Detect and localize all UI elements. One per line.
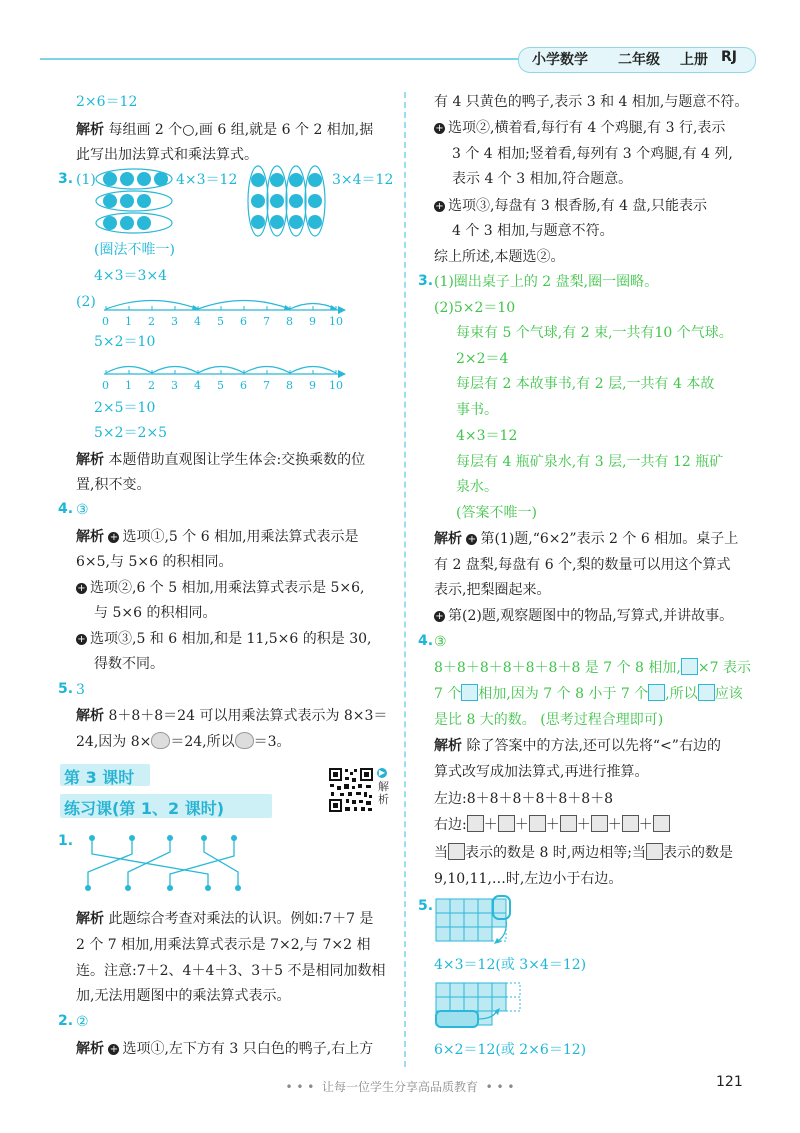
analysis-text: 表示的数是 [662,845,733,861]
answer-text: 7 个 [434,686,462,702]
tick-label: 5 [217,379,224,392]
question-number: 3. [418,273,434,289]
analysis-line: 表示,把梨圈起来。 [434,582,551,598]
plus-bullet-icon: + [435,123,444,134]
tick-label: 6 [240,379,247,392]
answer: 3 [76,682,85,698]
plus-bullet-icon: + [467,534,477,545]
analysis-line: 左边:8＋8＋8＋8＋8＋8＋8 [434,791,614,807]
blank-box [498,815,515,832]
header-subject: 小学数学 [532,52,588,68]
answer-line: 2×6＝12 [76,94,138,110]
plus-sign: ＋ [545,817,560,833]
analysis-text: 第(1)题,“6×2”表示 2 个 6 相加。桌子上 [480,531,739,547]
analysis-line: 此写出加法算式和乘法算式。 [76,147,258,163]
blank-box [461,684,478,701]
analysis-label: 解析 [434,531,462,547]
question-number: 4. [418,633,434,649]
analysis-line: 综上所述,本题选②。 [434,249,565,265]
circle-group-diagram-2 [244,164,330,240]
tick-label: 5 [217,315,224,328]
blank-box [622,815,639,832]
blank-box [681,658,698,675]
analysis-label: 解析 [76,911,104,927]
answer-text: 应该 [714,686,743,702]
analysis-text: 选项②,6 个 5 相加,用乘法算式表示是 5×6, [90,580,365,596]
analysis-line [76,629,372,649]
tick-label: 4 [194,315,201,328]
analysis-line [76,527,359,547]
plus-bullet-icon: + [435,611,444,622]
tick-label: 10 [329,379,343,392]
equation: 6×2＝12(或 2×6＝12) [434,1042,587,1058]
analysis-line [76,450,365,470]
footer-dots: • • • [285,1080,315,1094]
tick-label: 6 [240,315,247,328]
analysis-text: 选项③,每盘有 3 根香肠,有 4 盘,只能表示 [448,198,707,214]
header-grade: 二年级 [618,52,660,68]
analysis-line: 6×5,与 5×6 的积相同。 [76,554,233,570]
analysis-text: 每组画 2 个○,画 6 组,就是 6 个 2 相加,据 [108,122,374,138]
analysis-text: 表示的数是 8 时,两边相等;当 [465,845,646,861]
blank-box [560,815,577,832]
analysis-line: 有 2 盘梨,每盘有 6 个,梨的数量可以用这个算式 [434,557,731,573]
answer-line: 每束有 5 个气球,有 2 束,一共有10 个气球。 [456,325,733,341]
header-volume: 上册 [680,52,708,68]
analysis-line: 3 个 4 相加;竖着看,每列有 3 个鸡腿,有 4 列, [452,146,733,162]
analysis-line [76,909,373,929]
qr-code-icon[interactable] [328,767,374,813]
analysis-line: 4 个 3 相加,与题意不符。 [452,223,614,239]
answer-line: 是比 8 大的数。 (思考过程合理即可) [434,712,664,728]
blank-box [591,815,608,832]
answer-text: 8＋8＋8＋8＋8＋8＋8 是 7 个 8 相加, [434,660,681,676]
lesson-title: 第 3 课时 [64,768,135,787]
answer-line: 4×3＝12 [456,428,518,444]
note: (圈法不唯一) [94,242,175,258]
tick-label: 7 [263,315,270,328]
equation: 4×3＝12(或 3×4＝12) [434,957,587,973]
question-number: 1. [58,833,74,849]
equation: 4×3＝12 [176,172,238,188]
analysis-text: 第(2)题,观察题图中的物品,写算式,并讲故事。 [448,608,734,624]
analysis-label: 解析 [76,122,104,138]
plus-bullet-icon: + [109,532,119,543]
analysis-line: 得数不同。 [94,656,164,672]
footer-slogan [250,1078,550,1095]
plus-bullet-icon: + [77,634,86,645]
equation: 2×5＝10 [94,400,156,416]
analysis-line [76,120,373,140]
tick-label: 3 [171,315,178,328]
plus-sign: ＋ [576,817,591,833]
blank-box [648,684,665,701]
analysis-text: 8＋8＋8＝24 可以用乘法算式表示为 8×3＝ [108,708,388,724]
blank-box [698,684,715,701]
tick-label: 10 [329,315,343,328]
answer-line: 泉水。 [456,479,498,495]
analysis-text: 选项③,5 和 6 相加,和是 11,5×6 的积是 30, [90,631,372,647]
answer-text: ,所以 [665,686,698,702]
analysis-line [434,118,725,138]
blank-box [646,843,663,860]
page-number: 121 [716,1074,743,1090]
answer: ③ [76,502,89,518]
analysis-line [434,196,707,216]
play-icon: ▶ [378,768,386,777]
qr-label: 解析 [378,780,389,806]
analysis-line [434,736,721,756]
grid-diagram-2 [434,978,534,1038]
analysis-line: 连。注意:7＋2、4＋4＋3、3＋5 不是相同加数相 [76,963,386,979]
analysis-line [434,843,733,863]
plus-sign: ＋ [483,817,498,833]
analysis-line: 表示 4 个 3 相加,符合题意。 [452,171,633,187]
tick-label: 0 [102,315,109,328]
answer-line: (1)圈出桌子上的 2 盘梨,圈一圈略。 [434,274,659,290]
tick-label: 9 [309,379,316,392]
answer-line: (2)5×2＝10 [434,300,516,316]
analysis-line [434,606,733,626]
analysis-text: 选项①,5 个 6 相加,用乘法算式表示是 [122,529,359,545]
equation: 5×2＝10 [94,334,156,350]
analysis-line: 2 个 7 相加,用乘法算式表示是 7×2,与 7×2 相 [76,937,371,953]
answer-line: (答案不唯一) [456,505,537,521]
analysis-text: 当 [434,845,448,861]
answer-text: ×7 表示 [697,660,751,676]
part-label: (1) [76,172,96,188]
matching-diagram [70,830,250,896]
footer-dots: • • • [485,1080,515,1094]
analysis-text: 选项①,左下方有 3 只白色的鸭子,右上方 [122,1041,374,1057]
answer-line: 每层有 2 本故事书,有 2 层,一共有 4 本故 [456,376,715,392]
tick-label: 3 [171,379,178,392]
answer-line: 每层有 4 瓶矿泉水,有 3 层,一共有 12 瓶矿 [456,454,724,470]
answer-text: 相加,因为 7 个 8 小于 7 个 [478,686,649,702]
equation: 3×4＝12 [332,172,394,188]
answer-line: 事书。 [456,402,498,418]
analysis-text: 除了答案中的方法,还可以先将“<”右边的 [466,738,721,754]
analysis-line [76,1039,373,1059]
answer: ③ [434,634,447,650]
analysis-label: 解析 [434,738,462,754]
header-edition: RJ [721,49,737,65]
peach-icon [235,732,254,749]
answer-line [434,684,743,704]
plus-bullet-icon: + [77,583,86,594]
tick-label: 4 [194,379,201,392]
equation: 5×2＝2×5 [94,425,168,441]
analysis-line: 9,10,11,…时,左边小于右边。 [434,871,623,887]
equation: 4×3＝3×4 [94,268,168,284]
analysis-line [76,706,387,726]
footer-text: 让每一位学生分享高品质教育 [321,1080,478,1094]
blank-box [653,815,670,832]
analysis-line [76,578,365,598]
tick-label: 2 [148,315,155,328]
plus-bullet-icon: + [435,201,444,212]
tick-label: 8 [286,379,293,392]
answer-line [434,658,751,678]
circle-group-diagram-1 [94,164,174,240]
analysis-text: 24,因为 8× [76,734,152,750]
plus-sign: ＋ [514,817,529,833]
analysis-text: 本题借助直观图让学生体会:交换乘数的位 [108,452,366,468]
analysis-text: 此题综合考查对乘法的认识。例如:7＋7 是 [108,911,374,927]
analysis-label: 解析 [76,1041,104,1057]
part-label: (2) [76,294,96,310]
analysis-line: 与 5×6 的积相同。 [94,605,217,621]
analysis-line: 算式改写成加法算式,再进行推算。 [434,764,649,780]
peach-icon [151,732,170,749]
question-number: 4. [58,501,74,517]
tick-label: 9 [309,315,316,328]
analysis-line: 有 4 只黄色的鸭子,表示 3 和 4 相加,与题意不符。 [434,94,749,110]
analysis-text: 右边: [434,817,467,833]
answer-line: 2×2＝4 [456,351,509,367]
analysis-text: ＝24,所以 [170,734,235,750]
analysis-line [76,732,291,752]
question-number: 2. [58,1013,74,1029]
tick-label: 1 [125,315,132,328]
column-divider [404,92,406,1067]
tick-label: 2 [148,379,155,392]
answer: ② [76,1014,89,1030]
analysis-text: ＝3。 [253,734,291,750]
analysis-label: 解析 [76,529,104,545]
analysis-label: 解析 [76,708,104,724]
tick-label: 0 [102,379,109,392]
question-number: 5. [58,681,74,697]
tick-label: 1 [125,379,132,392]
blank-box [467,815,484,832]
lesson-subtitle: 练习课(第 1、2 课时) [64,799,225,818]
analysis-text: 选项②,横着看,每行有 4 个鸡腿,有 3 行,表示 [448,120,726,136]
plus-bullet-icon: + [109,1044,119,1055]
blank-box [529,815,546,832]
blank-box [448,843,465,860]
question-number: 3. [58,171,74,187]
plus-sign: ＋ [607,817,622,833]
tick-label: 7 [263,379,270,392]
grid-diagram-1 [434,894,520,954]
analysis-line [434,815,670,835]
analysis-line: 加,无法用题图中的乘法算式表示。 [76,988,291,1004]
question-number: 5. [418,898,434,914]
tick-label: 8 [286,315,293,328]
analysis-line: 置,积不变。 [76,477,151,493]
analysis-label: 解析 [76,452,104,468]
analysis-line [434,529,738,549]
plus-sign: ＋ [638,817,653,833]
